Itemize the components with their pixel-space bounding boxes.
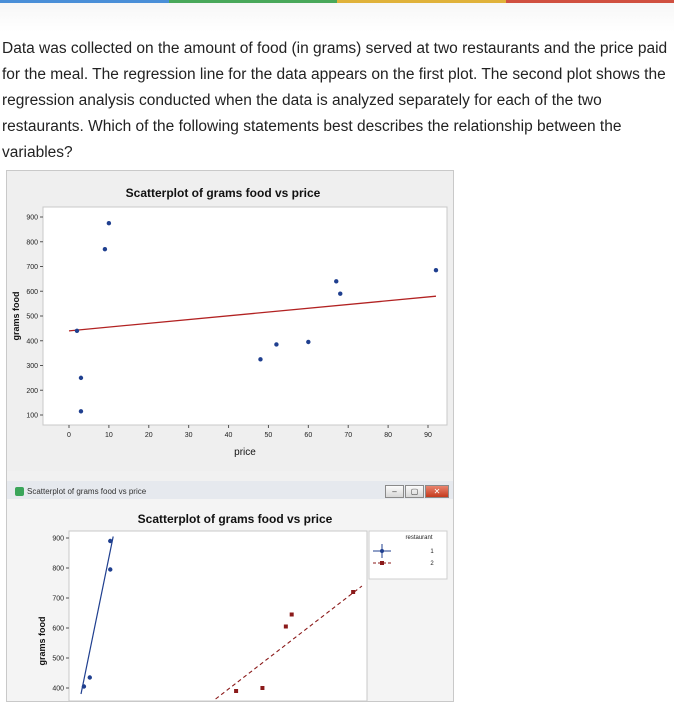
chart1-point [258,357,262,361]
chart1-y-tick-label: 800 [26,239,38,247]
chart2-legend-label-2: 2 [430,561,434,567]
chart1-x-axis-label: price [234,447,256,458]
chart1-point [338,292,342,296]
chart2-legend-marker-2 [380,561,384,565]
chart1-y-tick-label: 100 [26,412,38,420]
chart1-point [274,342,278,346]
window-title-bar [15,483,146,499]
chart1-y-tick-label: 200 [26,387,38,395]
chart2-y-tick-label: 700 [52,595,64,603]
chart2-legend-marker-1 [380,549,384,553]
chart1-x-tick-label: 50 [264,432,273,439]
window-title: Scatterplot of grams food vs price [27,486,147,496]
chart1-point [79,376,83,380]
chart2-series2-point [284,625,288,629]
maximize-button[interactable]: ▢ [405,485,424,498]
chart2-y-tick-label: 400 [52,685,64,693]
chart1-y-tick-label: 300 [26,363,38,370]
chart1-y-axis-label: grams food [11,291,21,341]
chart1-point [306,340,310,344]
chart2-series2-point [351,590,355,594]
chart1-x-tick-label: 30 [184,432,193,439]
chart2-title: Scatterplot of grams food vs price [137,512,333,526]
plots-canvas [7,171,453,701]
chart1-x-tick-label: 40 [224,432,233,439]
chart2-series2-point [260,686,264,690]
chart2-series2-point [290,613,294,617]
chart2-series1-point [108,539,112,543]
chart1-y-tick-label: 900 [26,214,38,222]
chart1-plot-area [43,207,447,425]
question-text: Data was collected on the amount of food (in grams) served at two restaurants and the price paid for the meal. The regression line for the data appears on the first plot. The second plot shows the regression analysis conducted when the data is analyzed separately for each of the two restaurants. Which of the following statements best describes the relationship between the variables? [2,40,668,161]
chart1-point [75,329,79,333]
chart2-y-tick-label: 600 [52,625,64,633]
chart1-point [434,268,438,272]
minimize-button[interactable]: – [385,485,404,498]
chart2-legend-title: restaurant [405,535,433,541]
chart2-y-axis-label: grams food [37,616,47,666]
browser-top-strip [0,0,674,32]
chart1-x-tick-label: 70 [344,432,353,439]
chart1-point [107,221,111,225]
chart2-series1-point [82,684,86,688]
chart1-x-tick-label: 20 [144,432,153,439]
chart1-x-tick-label: 10 [104,432,113,439]
chart1-x-tick-label: 80 [384,432,393,439]
color-tab-bar [0,0,674,3]
window-controls [385,485,449,498]
chart2-series1-point [88,675,92,679]
close-button[interactable]: ✕ [425,485,449,498]
chart1-y-tick-label: 400 [26,338,38,346]
chart1-x-tick-label: 60 [304,432,313,439]
chart1-y-tick-label: 700 [26,264,38,271]
chart1-y-tick-label: 500 [26,313,38,321]
minitab-screenshot [6,170,454,702]
chart2-series2-point [234,689,238,693]
chart1-title: Scatterplot of grams food vs price [125,186,321,200]
chart2-y-tick-label: 900 [52,535,64,543]
chart2-legend-label-1: 1 [430,549,434,555]
chart1-y-tick-label: 600 [26,288,38,296]
chart1-point [103,247,107,251]
chart2-series1-point [108,567,112,571]
chart1-point [334,279,338,283]
chart1-point [79,409,83,413]
minitab-graph-icon [15,487,24,496]
chart1-x-tick-label: 0 [67,432,71,439]
chart1-x-tick-label: 90 [424,432,432,439]
chart2-y-tick-label: 800 [52,565,64,573]
chart2-y-tick-label: 500 [52,655,64,663]
